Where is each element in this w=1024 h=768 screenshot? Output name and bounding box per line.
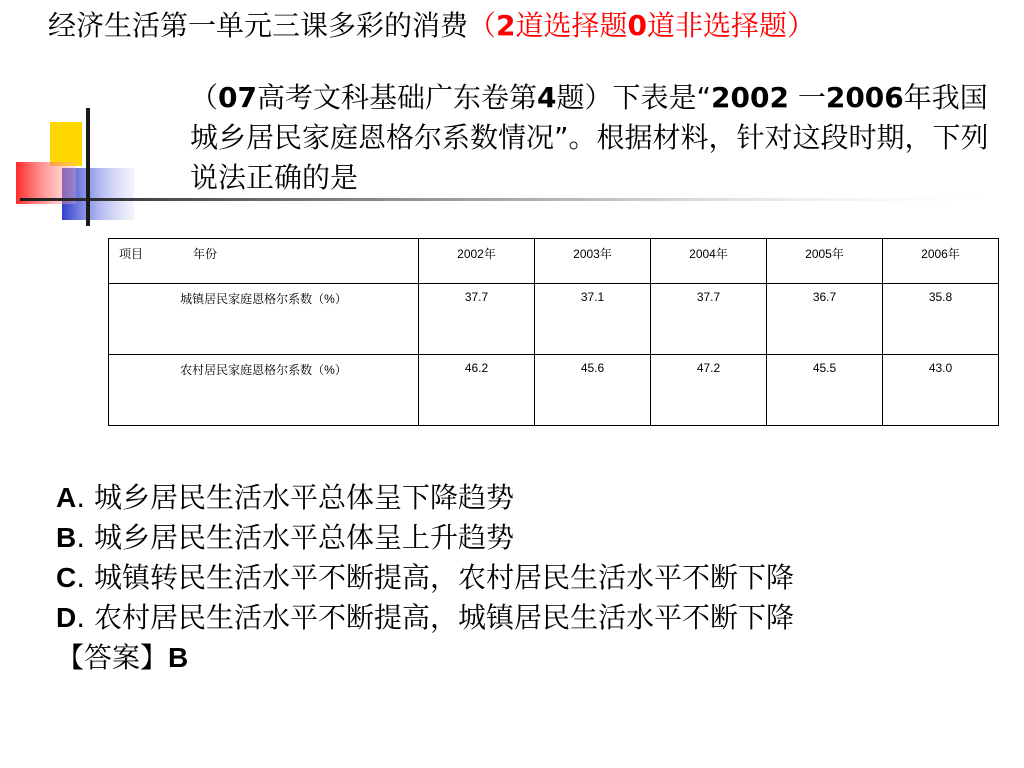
option-text: 城乡居民生活水平总体呈下降趋势 bbox=[94, 481, 515, 514]
title-choice-count: 2 bbox=[496, 9, 516, 42]
option-letter: C bbox=[56, 562, 77, 593]
option-separator: . bbox=[76, 521, 95, 554]
title-text: 经济生活第一单元三课多彩的消费 bbox=[48, 9, 469, 42]
table-cell: 45.5 bbox=[767, 355, 883, 426]
answer-line bbox=[56, 638, 794, 678]
yellow-square bbox=[50, 122, 82, 166]
question-intro: 题）下表是“ bbox=[556, 81, 711, 114]
option-letter: A bbox=[56, 482, 77, 513]
option-separator: . bbox=[76, 481, 95, 514]
table-header-row bbox=[109, 239, 999, 284]
option-letter: B bbox=[56, 522, 77, 553]
table-cell: 37.7 bbox=[651, 284, 767, 355]
table-cell: 43.0 bbox=[883, 355, 999, 426]
question-source: 高考文科基础广东卷第 bbox=[256, 81, 537, 114]
vertical-rule bbox=[86, 108, 90, 226]
title-nonchoice-count: 0 bbox=[627, 9, 648, 42]
option-letter: D bbox=[56, 602, 77, 633]
year-header: 2004年 bbox=[651, 239, 767, 284]
title-choice-label: 道选择题 bbox=[515, 9, 628, 42]
table-row bbox=[109, 355, 999, 426]
year-header: 2005年 bbox=[767, 239, 883, 284]
option-d[interactable] bbox=[56, 598, 794, 638]
table-cell: 36.7 bbox=[767, 284, 883, 355]
title-red-open: （ bbox=[468, 9, 497, 42]
option-separator: . bbox=[76, 601, 95, 634]
year-header: 2003年 bbox=[535, 239, 651, 284]
answer-value: B bbox=[168, 642, 189, 673]
question-year-end: 2006 bbox=[825, 81, 904, 114]
option-b[interactable] bbox=[56, 518, 794, 558]
corner-item-label: 项目 bbox=[119, 247, 144, 261]
title-nonchoice-label: 道非选择题 bbox=[647, 9, 788, 42]
slide-title bbox=[48, 6, 815, 46]
question-stem bbox=[190, 78, 1000, 198]
option-text: 城乡居民生活水平总体呈上升趋势 bbox=[94, 521, 515, 554]
year-header: 2002年 bbox=[419, 239, 535, 284]
question-year-start: 2002 bbox=[711, 81, 789, 114]
table-cell: 37.7 bbox=[419, 284, 535, 355]
corner-year-label: 年份 bbox=[193, 247, 218, 261]
option-text: 农村居民生活水平不断提高，城镇居民生活水平不断下降 bbox=[94, 601, 795, 634]
option-c[interactable] bbox=[56, 558, 794, 598]
answer-options bbox=[56, 478, 794, 678]
horizontal-rule bbox=[20, 198, 1024, 201]
row-label: 城镇居民家庭恩格尔系数（%） bbox=[109, 284, 419, 355]
table-cell: 47.2 bbox=[651, 355, 767, 426]
engel-coefficient-table bbox=[108, 238, 999, 426]
option-text: 城镇转民生活水平不断提高，农村居民生活水平不断下降 bbox=[94, 561, 795, 594]
year-header: 2006年 bbox=[883, 239, 999, 284]
question-body: 年我国城乡居民家庭恩格尔系数情况”。根据材料，针对这段时期，下列说法正确的是 bbox=[190, 81, 989, 194]
row-label: 农村居民家庭恩格尔系数（%） bbox=[109, 355, 419, 426]
table-cell: 45.6 bbox=[535, 355, 651, 426]
question-dash: 一 bbox=[788, 81, 826, 114]
title-red-close: ） bbox=[787, 9, 816, 42]
table-row bbox=[109, 284, 999, 355]
table-cell: 37.1 bbox=[535, 284, 651, 355]
option-a[interactable] bbox=[56, 478, 794, 518]
question-open-paren: （ bbox=[190, 81, 219, 114]
option-separator: . bbox=[76, 561, 95, 594]
table-corner-cell bbox=[109, 239, 419, 284]
answer-label: 【答案】 bbox=[56, 641, 169, 674]
question-year: 07 bbox=[218, 81, 257, 114]
table-cell: 46.2 bbox=[419, 355, 535, 426]
question-number: 4 bbox=[537, 81, 557, 114]
red-square bbox=[16, 162, 76, 204]
table-cell: 35.8 bbox=[883, 284, 999, 355]
